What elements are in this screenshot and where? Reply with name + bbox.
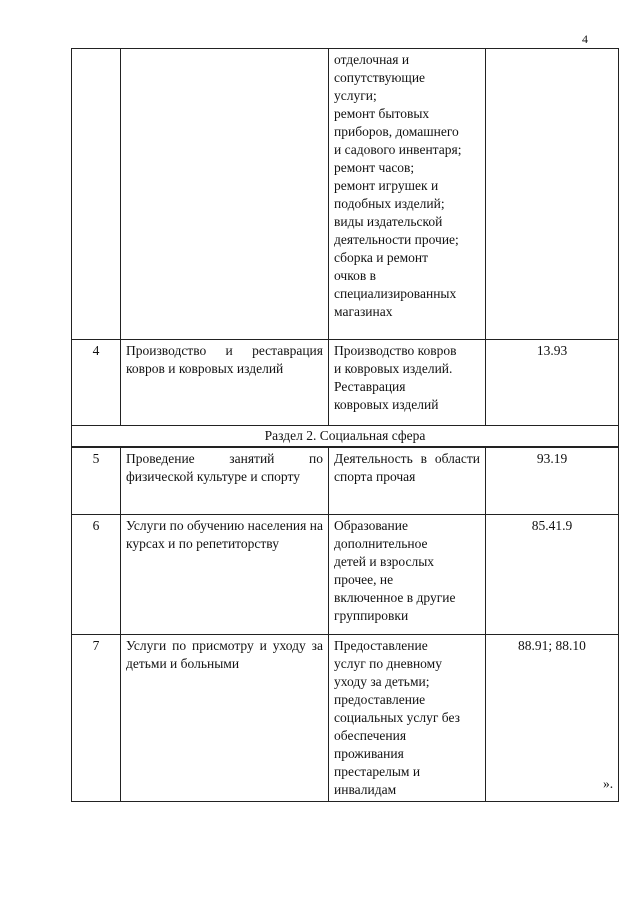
service-cell: Услуги по присмотру и уходу за детьми и больными [121, 634, 329, 801]
table-row [72, 634, 619, 801]
page-number: 4 [582, 32, 588, 46]
activity-cell: отделочная и сопутствующие услуги; ремонт бытовых приборов, домашнего и садового инвентаря; ремонт часов; ремонт игрушек и подобных изделий; виды издательской деятельности прочие; сборка и ремонт очков в специализированных магазинах [329, 49, 486, 340]
code-cell: 88.91; 88.10 [486, 634, 619, 801]
code-cell: 13.93 [486, 340, 619, 426]
number-cell: 6 [72, 514, 121, 634]
service-cell: Проведение занятий по физической культуре и спорту [121, 447, 329, 514]
section-header-row [72, 426, 619, 448]
section-title: Раздел 2. Социальная сфера [72, 426, 619, 448]
activity-cell: Деятельность в области спорта прочая [329, 447, 486, 514]
activity-cell: Производство ковров и ковровых изделий. Реставрация ковровых изделий [329, 340, 486, 426]
table-row [72, 340, 619, 426]
activity-cell: Предоставление услуг по дневному уходу за детьми; предоставление социальных услуг без обеспечения проживания престарелым и инвалидам [329, 634, 486, 801]
code-cell: 85.41.9 [486, 514, 619, 634]
service-cell: Услуги по обучению населения на курсах и по репетиторству [121, 514, 329, 634]
closing-quote: ». [603, 776, 614, 791]
number-cell: 4 [72, 340, 121, 426]
services-table [71, 48, 619, 802]
number-cell: 5 [72, 447, 121, 514]
table-row [72, 514, 619, 634]
table-row [72, 447, 619, 514]
code-cell [486, 49, 619, 340]
code-cell: 93.19 [486, 447, 619, 514]
table-row [72, 49, 619, 340]
number-cell [72, 49, 121, 340]
service-cell [121, 49, 329, 340]
service-cell: Производство и реставрация ковров и ковровых изделий [121, 340, 329, 426]
number-cell: 7 [72, 634, 121, 801]
activity-cell: Образование дополнительное детей и взрослых прочее, не включенное в другие группировки [329, 514, 486, 634]
